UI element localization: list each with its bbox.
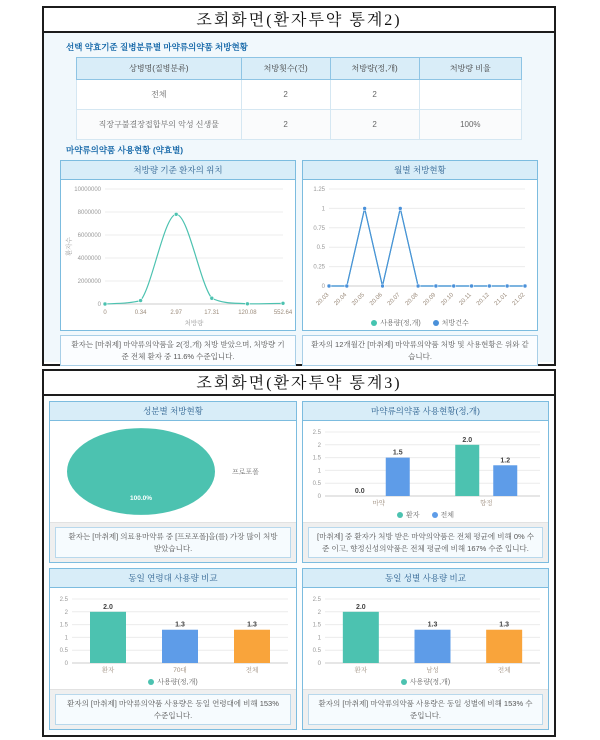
table-row bbox=[77, 110, 522, 140]
svg-text:21.01: 21.01 bbox=[493, 292, 509, 308]
svg-text:120.08: 120.08 bbox=[238, 310, 257, 316]
svg-text:20.03: 20.03 bbox=[315, 292, 331, 308]
svg-text:20.08: 20.08 bbox=[404, 292, 420, 308]
monthly-line-chart[interactable] bbox=[303, 180, 537, 330]
legend-dot-icon bbox=[371, 320, 377, 326]
chart-legend[interactable]: 프로포폴 bbox=[232, 468, 260, 476]
series-line bbox=[105, 214, 283, 304]
usage-by-class-foot-strip bbox=[303, 522, 548, 562]
data-point bbox=[416, 284, 420, 288]
svg-text:1: 1 bbox=[317, 635, 321, 642]
svg-text:0: 0 bbox=[321, 284, 325, 290]
svg-text:1.5: 1.5 bbox=[392, 449, 403, 457]
location-chart-card bbox=[60, 160, 296, 331]
age-compare-chart[interactable] bbox=[50, 588, 296, 689]
table-header-cell: 처방량(정,개) bbox=[330, 58, 419, 80]
usage-by-class-svg bbox=[303, 421, 548, 508]
svg-text:20.10: 20.10 bbox=[440, 292, 456, 308]
stats3-grid bbox=[49, 401, 549, 730]
legend-dot-icon bbox=[397, 512, 403, 518]
svg-text:1.5: 1.5 bbox=[59, 622, 68, 629]
svg-text:향정: 향정 bbox=[479, 500, 493, 507]
monthly-chart-col bbox=[302, 160, 538, 366]
svg-text:1.3: 1.3 bbox=[499, 621, 510, 629]
data-point bbox=[245, 302, 249, 306]
data-point bbox=[281, 301, 285, 305]
location-line-chart[interactable] bbox=[61, 180, 295, 330]
svg-text:2.97: 2.97 bbox=[170, 310, 183, 316]
legend-item[interactable]: 환자 bbox=[397, 510, 420, 520]
gender-compare-chart[interactable] bbox=[303, 588, 548, 689]
data-point bbox=[398, 206, 402, 210]
table-header-cell: 상병명(질병분류) bbox=[77, 58, 242, 80]
gender-compare-title: 동일 성별 사용량 비교 bbox=[303, 569, 548, 588]
data-point bbox=[380, 284, 384, 288]
legend-dot-icon bbox=[401, 679, 407, 685]
svg-text:2: 2 bbox=[64, 609, 68, 616]
legend-item[interactable]: 처방건수 bbox=[433, 318, 469, 328]
panel3-title: 조회화면(환자투약 통계3) bbox=[44, 371, 554, 396]
svg-text:20.12: 20.12 bbox=[475, 292, 491, 308]
svg-text:1: 1 bbox=[321, 206, 325, 213]
svg-text:17.31: 17.31 bbox=[204, 310, 220, 316]
usage-charts-row bbox=[60, 160, 538, 366]
bar bbox=[234, 630, 270, 663]
svg-text:2: 2 bbox=[317, 609, 321, 616]
ingredient-share-svg bbox=[50, 421, 232, 522]
legend-item[interactable]: 전체 bbox=[432, 510, 455, 520]
svg-text:0: 0 bbox=[317, 494, 321, 500]
data-point bbox=[505, 284, 509, 288]
legend-item[interactable]: 사용량(정,개) bbox=[371, 318, 420, 328]
svg-text:2.0: 2.0 bbox=[355, 603, 366, 611]
usage-by-class-title: 마약류의약품 사용현황(정,개) bbox=[303, 402, 548, 421]
legend-dot-icon bbox=[433, 320, 439, 326]
svg-text:환자수: 환자수 bbox=[66, 237, 73, 256]
svg-text:처방량: 처방량 bbox=[184, 320, 204, 327]
data-point bbox=[345, 284, 349, 288]
ingredient-pie-card bbox=[49, 401, 297, 563]
legend-item[interactable]: 사용량(정,개) bbox=[401, 677, 450, 687]
svg-text:환자: 환자 bbox=[354, 667, 368, 674]
svg-text:1: 1 bbox=[64, 635, 68, 642]
svg-text:0: 0 bbox=[317, 661, 321, 667]
bar bbox=[493, 465, 517, 496]
data-point bbox=[210, 296, 214, 300]
ingredient-pie-chart[interactable] bbox=[50, 421, 296, 522]
panel3-body bbox=[44, 396, 554, 733]
data-point bbox=[523, 284, 527, 288]
svg-text:1.5: 1.5 bbox=[312, 622, 321, 629]
svg-text:20.04: 20.04 bbox=[333, 292, 349, 308]
table-cell: 2 bbox=[241, 80, 330, 110]
table-header-row bbox=[77, 58, 522, 80]
monthly-chart-title: 월별 처방현황 bbox=[303, 161, 537, 180]
svg-text:0.5: 0.5 bbox=[59, 648, 68, 655]
location-chart-footnote: 환자는 [마취제] 마약류의약품을 2(정,개) 처방 받았으며, 처방량 기준 전체 환자 중 11.6% 수준입니다. bbox=[60, 335, 296, 366]
table-cell: 2 bbox=[330, 110, 419, 140]
data-point bbox=[487, 284, 491, 288]
table-row bbox=[77, 80, 522, 110]
chart-legend bbox=[303, 316, 537, 330]
svg-text:0.5: 0.5 bbox=[312, 481, 321, 488]
age-compare-card bbox=[49, 568, 297, 730]
svg-text:1.3: 1.3 bbox=[175, 621, 185, 629]
svg-text:2000000: 2000000 bbox=[77, 279, 101, 285]
bar bbox=[162, 630, 198, 663]
svg-text:2.0: 2.0 bbox=[103, 603, 113, 611]
table-cell: 2 bbox=[330, 80, 419, 110]
svg-text:남성: 남성 bbox=[426, 667, 439, 674]
svg-text:0: 0 bbox=[97, 302, 101, 308]
svg-text:4000000: 4000000 bbox=[77, 256, 101, 262]
svg-text:2.0: 2.0 bbox=[462, 436, 473, 444]
svg-text:0.25: 0.25 bbox=[313, 264, 325, 271]
bar bbox=[386, 458, 410, 496]
location-chart-col bbox=[60, 160, 296, 366]
prescription-location-svg bbox=[61, 180, 295, 330]
svg-text:1.2: 1.2 bbox=[500, 457, 511, 465]
ingredient-footnote: 환자는 [마취제] 의료용마약류 중 [프로포폴]을(를) 가장 많이 처방 받았습니다. bbox=[55, 527, 291, 558]
svg-text:20.09: 20.09 bbox=[422, 292, 438, 308]
prescription-table bbox=[76, 57, 522, 140]
svg-text:8000000: 8000000 bbox=[77, 210, 101, 216]
gender-compare-svg bbox=[303, 588, 548, 675]
table-cell: 전체 bbox=[77, 80, 242, 110]
section1-header: 선택 약효기준 질병분류별 마약류의약품 처방현황 bbox=[66, 42, 248, 52]
panel-stats3 bbox=[42, 369, 556, 737]
svg-text:1.3: 1.3 bbox=[247, 621, 257, 629]
svg-text:환자: 환자 bbox=[101, 667, 115, 674]
svg-text:0: 0 bbox=[64, 661, 68, 667]
svg-text:전체: 전체 bbox=[245, 667, 259, 674]
ingredient-pie-title: 성분별 처방현황 bbox=[50, 402, 296, 421]
ingredient-foot-strip bbox=[50, 522, 296, 562]
data-point bbox=[452, 284, 456, 288]
svg-text:552.64: 552.64 bbox=[273, 310, 293, 316]
table-header-cell: 처방횟수(건) bbox=[241, 58, 330, 80]
svg-text:10000000: 10000000 bbox=[74, 187, 101, 193]
data-point bbox=[139, 299, 143, 303]
svg-text:0.34: 0.34 bbox=[134, 310, 147, 316]
svg-text:1.5: 1.5 bbox=[312, 455, 321, 462]
svg-text:21.02: 21.02 bbox=[511, 292, 527, 308]
legend-dot-icon bbox=[432, 512, 438, 518]
section2-header: 마약류의약품 사용현황 (약효별) bbox=[66, 145, 184, 155]
chart-legend bbox=[50, 675, 296, 689]
legend-dot-icon bbox=[148, 679, 154, 685]
panel2-title: 조회화면(환자투약 통계2) bbox=[44, 8, 554, 33]
svg-text:마약: 마약 bbox=[372, 500, 386, 507]
svg-text:100.0%: 100.0% bbox=[129, 495, 153, 503]
data-point bbox=[327, 284, 331, 288]
data-point bbox=[363, 206, 367, 210]
svg-text:2.5: 2.5 bbox=[312, 430, 321, 436]
data-point bbox=[103, 302, 107, 306]
monthly-chart-footnote: 환자의 12개월간 [마취제] 마약류의약품 처방 및 사용현황은 위와 같습니다. bbox=[302, 335, 538, 366]
table-cell bbox=[419, 80, 521, 110]
svg-text:1.25: 1.25 bbox=[313, 187, 325, 193]
svg-text:0: 0 bbox=[103, 310, 107, 316]
monthly-prescriptions-svg bbox=[303, 180, 537, 316]
svg-text:6000000: 6000000 bbox=[77, 233, 101, 239]
bar bbox=[415, 630, 451, 663]
svg-text:전체: 전체 bbox=[497, 667, 511, 674]
panel-stats2 bbox=[42, 6, 556, 366]
svg-text:70대: 70대 bbox=[173, 667, 187, 674]
data-point bbox=[174, 212, 178, 216]
table-cell: 2 bbox=[241, 110, 330, 140]
svg-text:0.5: 0.5 bbox=[316, 245, 325, 252]
svg-text:20.07: 20.07 bbox=[386, 292, 402, 308]
data-point bbox=[434, 284, 438, 288]
location-chart-title: 처방량 기준 환자의 위치 bbox=[61, 161, 295, 180]
table-header-cell: 처방량 비율 bbox=[419, 58, 521, 80]
svg-text:2: 2 bbox=[317, 442, 321, 449]
svg-text:20.06: 20.06 bbox=[369, 292, 384, 308]
bar bbox=[486, 630, 522, 663]
svg-text:20.05: 20.05 bbox=[351, 292, 367, 308]
bar bbox=[90, 612, 126, 663]
svg-text:0.0: 0.0 bbox=[354, 488, 365, 495]
gender-compare-footnote: 환자의 [마취제] 마약류의약품 사용량은 동일 성별에 비해 153% 수준입니다. bbox=[308, 694, 543, 725]
usage-by-class-card bbox=[302, 401, 549, 563]
bar bbox=[455, 445, 479, 496]
table-cell: 100% bbox=[419, 110, 521, 140]
age-compare-title: 동일 연령대 사용량 비교 bbox=[50, 569, 296, 588]
svg-text:0.5: 0.5 bbox=[312, 648, 321, 655]
svg-text:1.3: 1.3 bbox=[427, 621, 438, 629]
gender-compare-foot-strip bbox=[303, 689, 548, 729]
svg-text:2.5: 2.5 bbox=[59, 597, 68, 603]
svg-text:0.75: 0.75 bbox=[313, 225, 325, 232]
age-group-compare-svg bbox=[50, 588, 296, 675]
table-cell: 직장구불결장접합부의 악성 신생물 bbox=[77, 110, 242, 140]
svg-text:20.11: 20.11 bbox=[458, 292, 473, 307]
bar bbox=[343, 612, 379, 663]
age-compare-footnote: 환자의 [마취제] 마약류의약품 사용량은 동일 연령대에 비해 153% 수준입니다. bbox=[55, 694, 291, 725]
gender-compare-card bbox=[302, 568, 549, 730]
svg-text:1: 1 bbox=[317, 468, 321, 475]
chart-legend bbox=[303, 675, 548, 689]
panel2-body bbox=[44, 33, 554, 362]
monthly-chart-card bbox=[302, 160, 538, 331]
chart-legend bbox=[303, 508, 548, 522]
usage-by-class-chart[interactable] bbox=[303, 421, 548, 522]
age-compare-foot-strip bbox=[50, 689, 296, 729]
usage-by-class-footnote: [마취제] 중 환자가 처방 받은 마약의약품은 전체 평균에 비해 0% 수준 이고, 향정신성의약품은 전체 평균에 비해 167% 수준 입니다. bbox=[308, 527, 543, 558]
data-point bbox=[470, 284, 474, 288]
svg-text:2.5: 2.5 bbox=[312, 597, 321, 603]
legend-item[interactable]: 사용량(정,개) bbox=[148, 677, 197, 687]
